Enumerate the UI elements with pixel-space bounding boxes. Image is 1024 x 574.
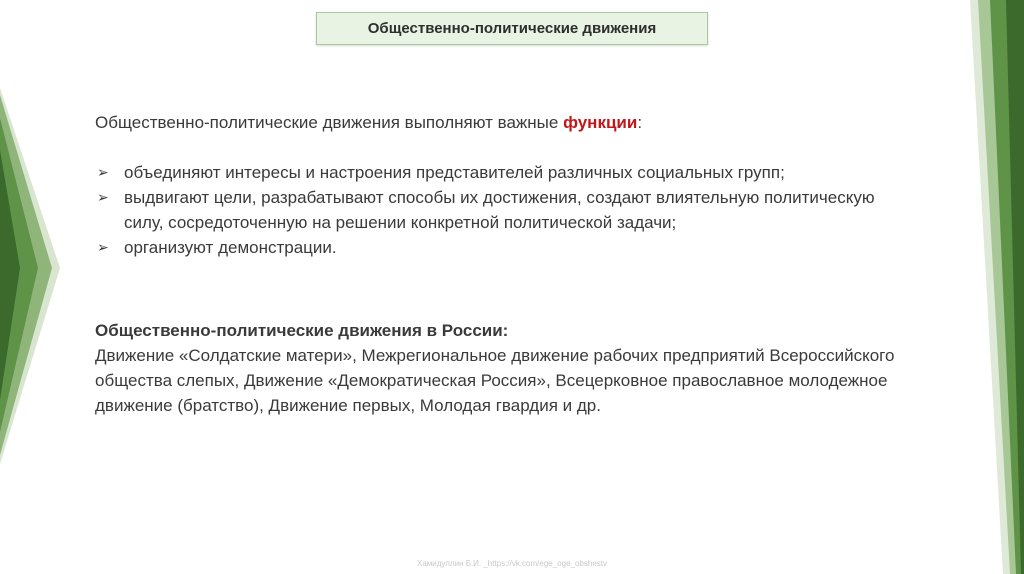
slide-title: Общественно-политические движения xyxy=(367,20,657,37)
russia-section xyxy=(95,318,915,418)
list-item-text: организуют демонстрации. xyxy=(124,238,337,257)
list-item xyxy=(95,235,915,260)
slide-content xyxy=(95,110,915,418)
arrow-bullet-icon: ➢ xyxy=(97,164,109,180)
russia-section-title: Общественно-политические движения в России: xyxy=(95,321,509,340)
footer-credit: Хамидуллин Б.И. _https://vk.com/ege_oge_obshestv xyxy=(417,559,607,568)
list-item xyxy=(95,160,915,185)
list-item-text: объединяют интересы и настроения представителей различных социальных групп; xyxy=(124,163,785,182)
arrow-bullet-icon: ➢ xyxy=(97,189,109,205)
list-item-text: выдвигают цели, разрабатывают способы их достижения, создают влиятельную политическую силу, сосредоточенную на решении конкретной политической задачи; xyxy=(124,188,875,232)
arrow-bullet-icon: ➢ xyxy=(97,239,109,255)
functions-intro xyxy=(95,110,915,135)
intro-highlight: функции xyxy=(563,113,638,132)
list-item xyxy=(95,185,915,235)
russia-section-text: Движение «Солдатские матери», Межрегиональное движение рабочих предприятий Всероссийского общества слепых, Движение «Демократическая Россия», Всецерковное православное молодежное движение (братство), Движение первых, Молодая гвардия и др. xyxy=(95,346,895,415)
intro-text: Общественно-политические движения выполняют важные xyxy=(95,113,564,132)
functions-list xyxy=(95,160,915,260)
intro-tail: : xyxy=(637,113,643,132)
slide-title-box xyxy=(316,12,708,45)
